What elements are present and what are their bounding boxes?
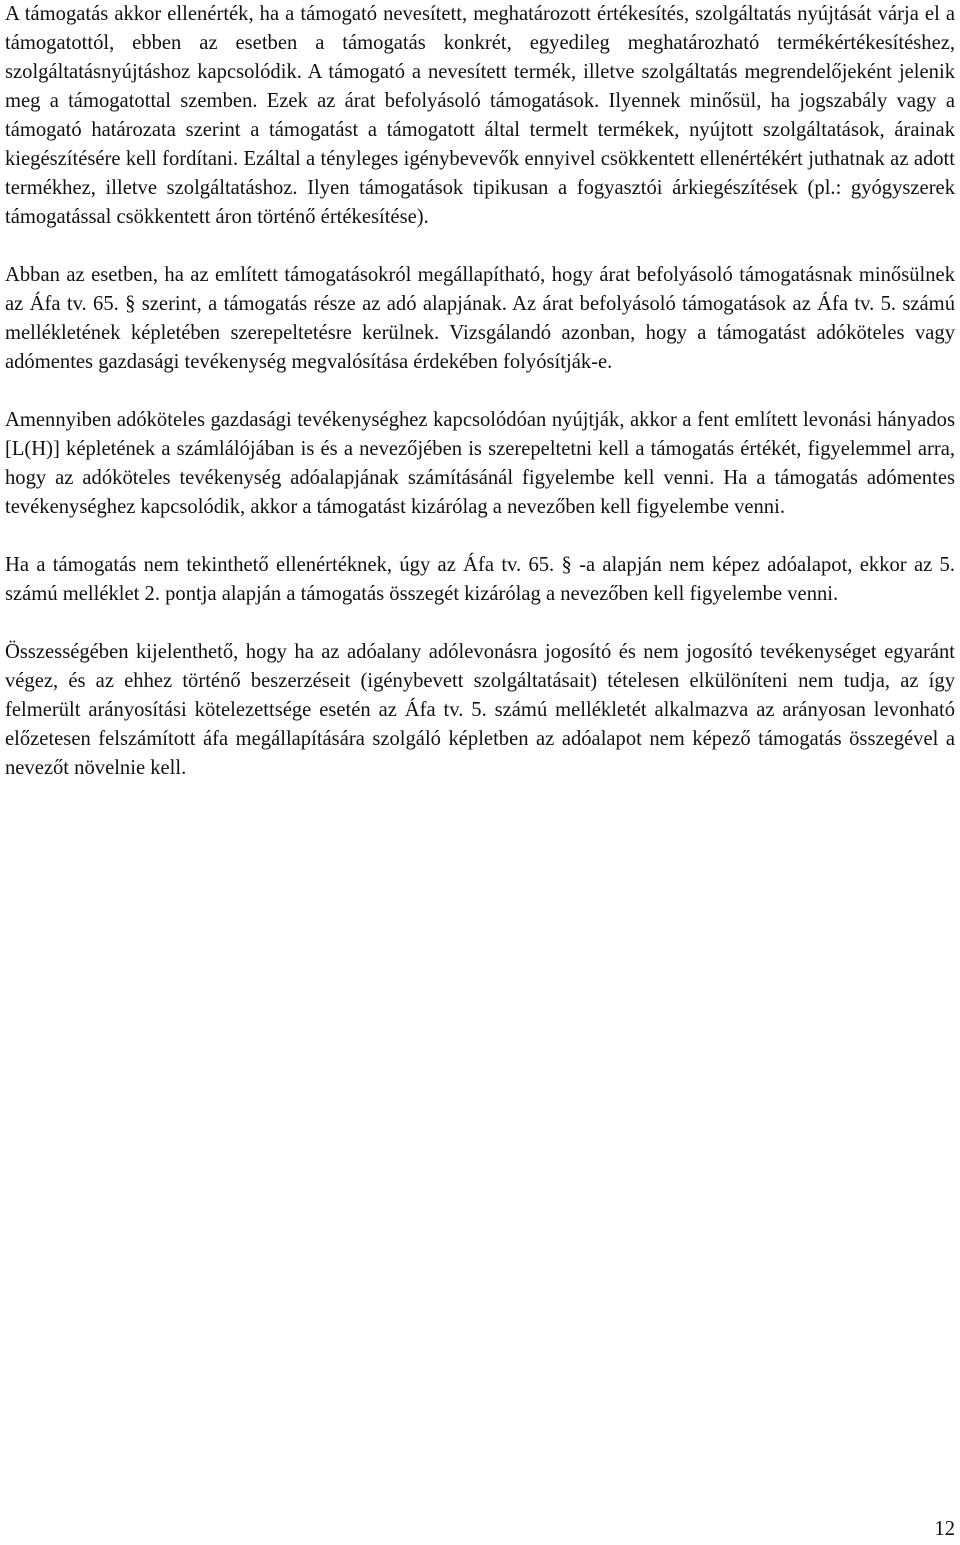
paragraph-5: Összességében kijelenthető, hogy ha az adóalany adólevonásra jogosító és nem jogosító tevékenységet egyaránt végez, és az ehhez történő beszerzéseit (igénybevett szolgáltatásait) tételesen elkülöníteni nem tudja, az így felmerült arányosítási kötelezettsége esetén az Áfa tv. 5. számú mellékletét alkalmazva az arányosan levonható előzetesen felszámított áfa megállapítására szolgáló képletben az adóalapot nem képező támogatás összegével a nevezőt növelnie kell. bbox=[5, 641, 955, 779]
paragraph-2: Abban az esetben, ha az említett támogatásokról megállapítható, hogy árat befolyásoló támogatásnak minősülnek az Áfa tv. 65. § szerint, a támogatás része az adó alapjának. Az árat befolyásoló támogatások az Áfa tv. 5. számú mellékletének képletében szerepeltetésre kerülnek. Vizsgálandó azonban, hogy a támogatást adóköteles vagy adómentes gazdasági tevékenység megvalósítása érdekében folyósítják-e. bbox=[5, 264, 955, 373]
paragraph-3: Amennyiben adóköteles gazdasági tevékenységhez kapcsolódóan nyújtják, akkor a fent említett levonási hányados [L(H)] képletének a számlálójában is és a nevezőjében is szerepeltetni kell a támogatás értékét, figyelemmel arra, hogy az adóköteles tevékenység adóalapjának számításánál figyelembe kell venni. Ha a támogatás adómentes tevékenységhez kapcsolódik, akkor a támogatást kizárólag a nevezőben kell figyelembe venni. bbox=[5, 409, 955, 518]
document-page bbox=[5, 0, 955, 783]
paragraph-4: Ha a támogatás nem tekinthető ellenértéknek, úgy az Áfa tv. 65. § -a alapján nem képez adóalapot, ekkor az 5. számú melléklet 2. pontja alapján a támogatás összegét kizárólag a nevezőben kell figyelembe venni. bbox=[5, 554, 955, 605]
page-number: 12 bbox=[934, 1518, 955, 1540]
paragraph-1: A támogatás akkor ellenérték, ha a támogató nevesített, meghatározott értékesítés, szolgáltatás nyújtását várja el a támogatottól, ebben az esetben a támogatás konkrét, egyedileg meghatározható termékértékesítéshez, szolgáltatásnyújtáshoz kapcsolódik. A támogató a nevesített termék, illetve szolgáltatás megrendelőjeként jelenik meg a támogatottal szemben. Ezek az árat befolyásoló támogatások. Ilyennek minősül, ha jogszabály vagy a támogató határozata szerint a támogatást a támogatott által termelt termékek, nyújtott szolgáltatások, árainak kiegészítésére kell fordítani. Ezáltal a tényleges igénybevevők ennyivel csökkentett ellenértékért juthatnak az adott termékhez, illetve szolgáltatáshoz. Ilyen támogatások tipikusan a fogyasztói árkiegészítések (pl.: gyógyszerek támogatással csökkentett áron történő értékesítése). bbox=[5, 3, 955, 228]
